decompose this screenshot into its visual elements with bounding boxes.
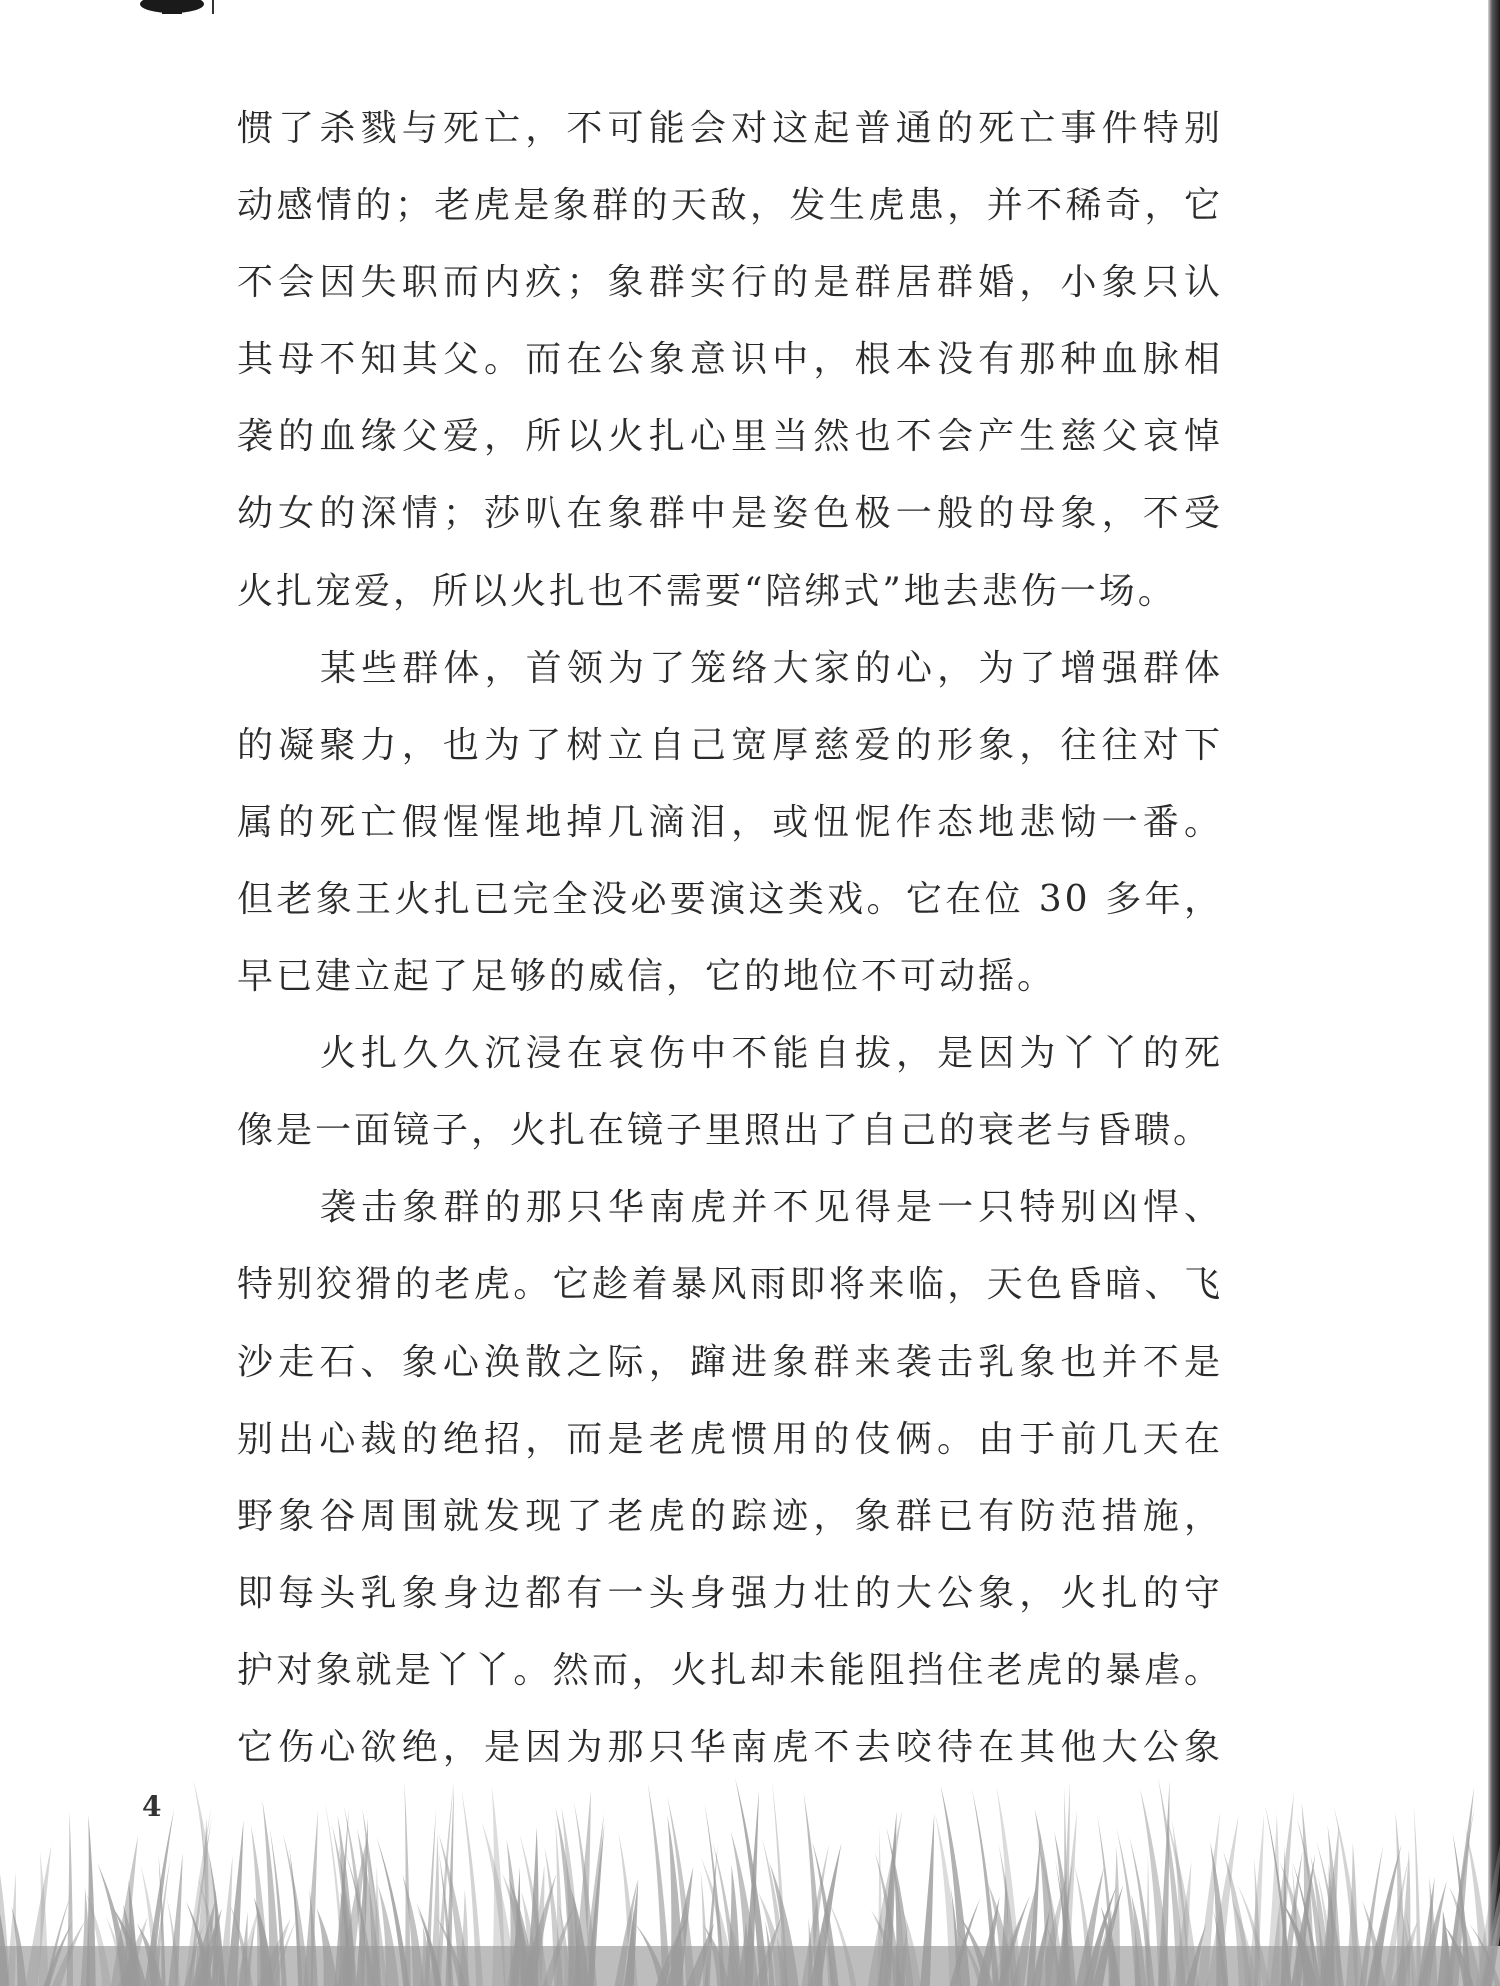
page-edge <box>1488 0 1500 1986</box>
text-line: 它伤心欲绝，是因为那只华南虎不去咬待在其他大公象 <box>237 1726 1223 1768</box>
text-line: 袭击象群的那只华南虎并不见得是一只特别凶悍、 <box>320 1187 1223 1229</box>
text-line: 像是一面镜子，火扎在镜子里照出了自己的衰老与昏聩。 <box>237 1110 1213 1152</box>
text-line: 不会因失职而内疚；象群实行的是群居群婚，小象只认 <box>237 262 1223 304</box>
text-line: 早已建立起了足够的威信，它的地位不可动摇。 <box>237 956 1057 998</box>
text-line: 野象谷周围就发现了老虎的踪迹，象群已有防范措施， <box>237 1495 1223 1537</box>
text-line: 属的死亡假惺惺地掉几滴泪，或忸怩作态地悲恸一番。 <box>237 801 1223 843</box>
text-line: 动感情的；老虎是象群的天敌，发生虎患，并不稀奇，它 <box>237 185 1223 227</box>
text-line: 特别狡猾的老虎。它趁着暴风雨即将来临，天色昏暗、飞 <box>237 1264 1223 1306</box>
text-line: 别出心裁的绝招，而是老虎惯用的伎俩。由于前几天在 <box>237 1418 1223 1460</box>
text-line: 即每头乳象身边都有一头身强力壮的大公象，火扎的守 <box>237 1572 1223 1614</box>
text-line: 但老象王火扎已完全没必要演这类戏。它在位 30 多年， <box>237 878 1223 920</box>
text-line: 护对象就是丫丫。然而，火扎却未能阻挡住老虎的暴虐。 <box>237 1649 1223 1691</box>
text-line: 其母不知其父。而在公象意识中，根本没有那种血脉相 <box>237 339 1223 381</box>
text-line: 火扎宠爱，所以火扎也不需要“陪绑式”地去悲伤一场。 <box>237 570 1177 612</box>
body-text <box>237 100 1223 1796</box>
text-line: 的凝聚力，也为了树立自己宽厚慈爱的形象，往往对下 <box>237 724 1223 766</box>
text-line: 幼女的深情；莎叭在象群中是姿色极一般的母象，不受 <box>237 493 1223 535</box>
header-ornament <box>122 0 212 18</box>
page-number: 4 <box>142 1790 162 1823</box>
text-line: 惯了杀戮与死亡，不可能会对这起普通的死亡事件特别 <box>237 108 1223 149</box>
grass-decoration <box>0 1776 1500 1986</box>
text-line: 沙走石、象心涣散之际，蹿进象群来袭击乳象也并不是 <box>237 1341 1223 1383</box>
text-line: 袭的血缘父爱，所以火扎心里当然也不会产生慈父哀悼 <box>237 416 1223 458</box>
text-line: 某些群体，首领为了笼络大家的心，为了增强群体 <box>320 647 1223 689</box>
header-rule <box>212 0 214 14</box>
text-line: 火扎久久沉浸在哀伤中不能自拔，是因为丫丫的死 <box>320 1033 1223 1075</box>
